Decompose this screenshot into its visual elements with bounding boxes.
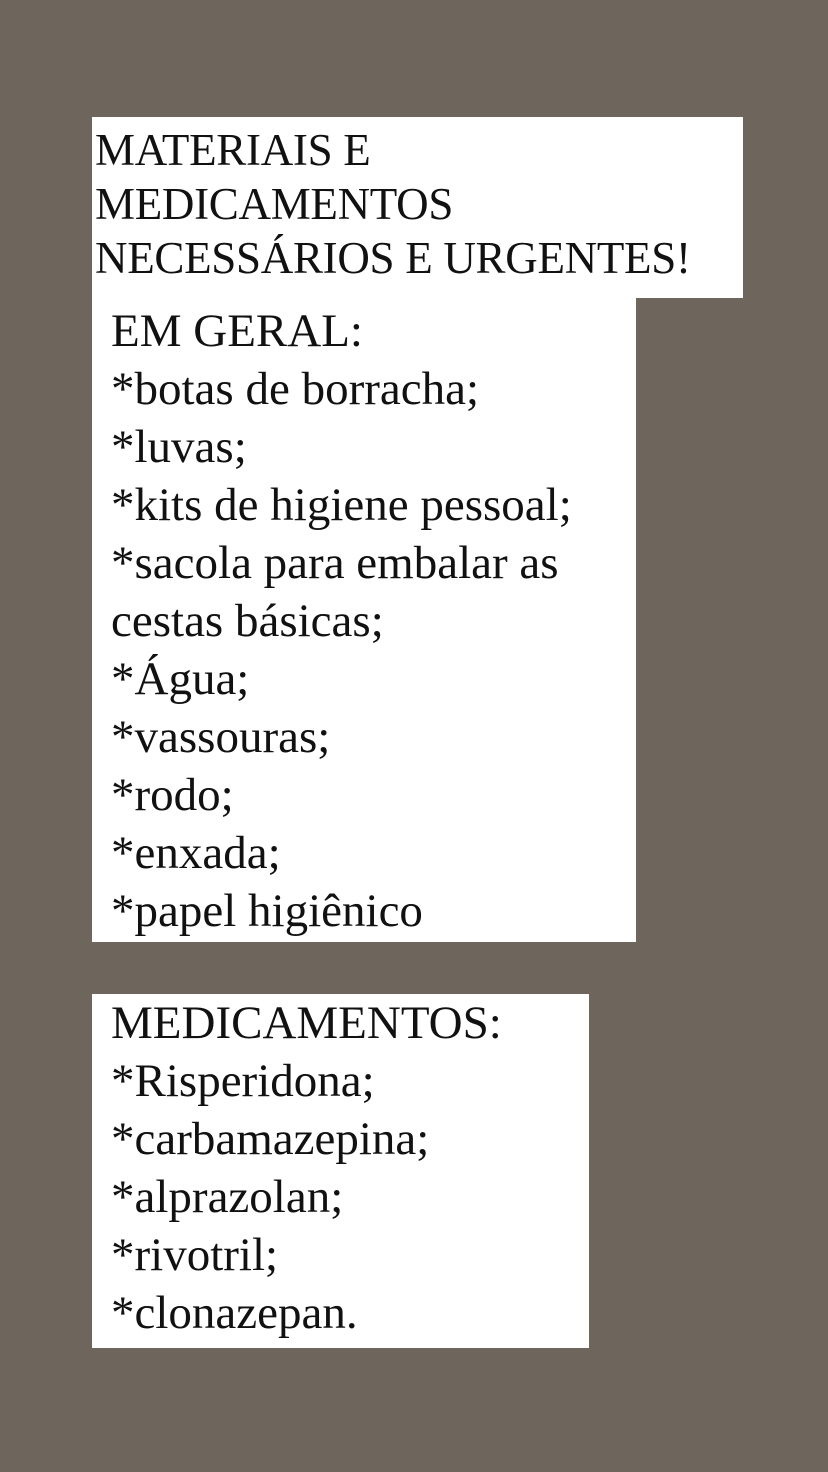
general-item: *rodo;	[111, 769, 234, 821]
general-item: cestas básicas;	[111, 595, 384, 647]
medication-item: *rivotril;	[111, 1229, 279, 1281]
title-line: NECESSÁRIOS E URGENTES!	[95, 233, 691, 283]
general-item: *Água;	[111, 653, 250, 705]
medications-heading: MEDICAMENTOS:	[111, 997, 502, 1049]
title-line: MEDICAMENTOS	[95, 179, 454, 229]
medication-item: *alprazolan;	[111, 1171, 344, 1223]
title-box	[92, 117, 743, 298]
general-list-box	[92, 298, 636, 942]
general-item: *sacola para embalar as	[111, 537, 559, 589]
general-item: *kits de higiene pessoal;	[111, 479, 572, 531]
medication-item: *clonazepan.	[111, 1287, 358, 1339]
general-item: *vassouras;	[111, 711, 331, 763]
medication-item: *carbamazepina;	[111, 1113, 430, 1165]
general-item: *papel higiênico	[111, 885, 423, 937]
medication-item: *Risperidona;	[111, 1055, 375, 1107]
general-heading: EM GERAL:	[111, 305, 363, 357]
title-line: MATERIAIS E	[95, 125, 371, 175]
medications-list-box	[92, 994, 589, 1348]
general-item: *enxada;	[111, 827, 281, 879]
general-item: *botas de borracha;	[111, 363, 480, 415]
general-item: *luvas;	[111, 421, 247, 473]
